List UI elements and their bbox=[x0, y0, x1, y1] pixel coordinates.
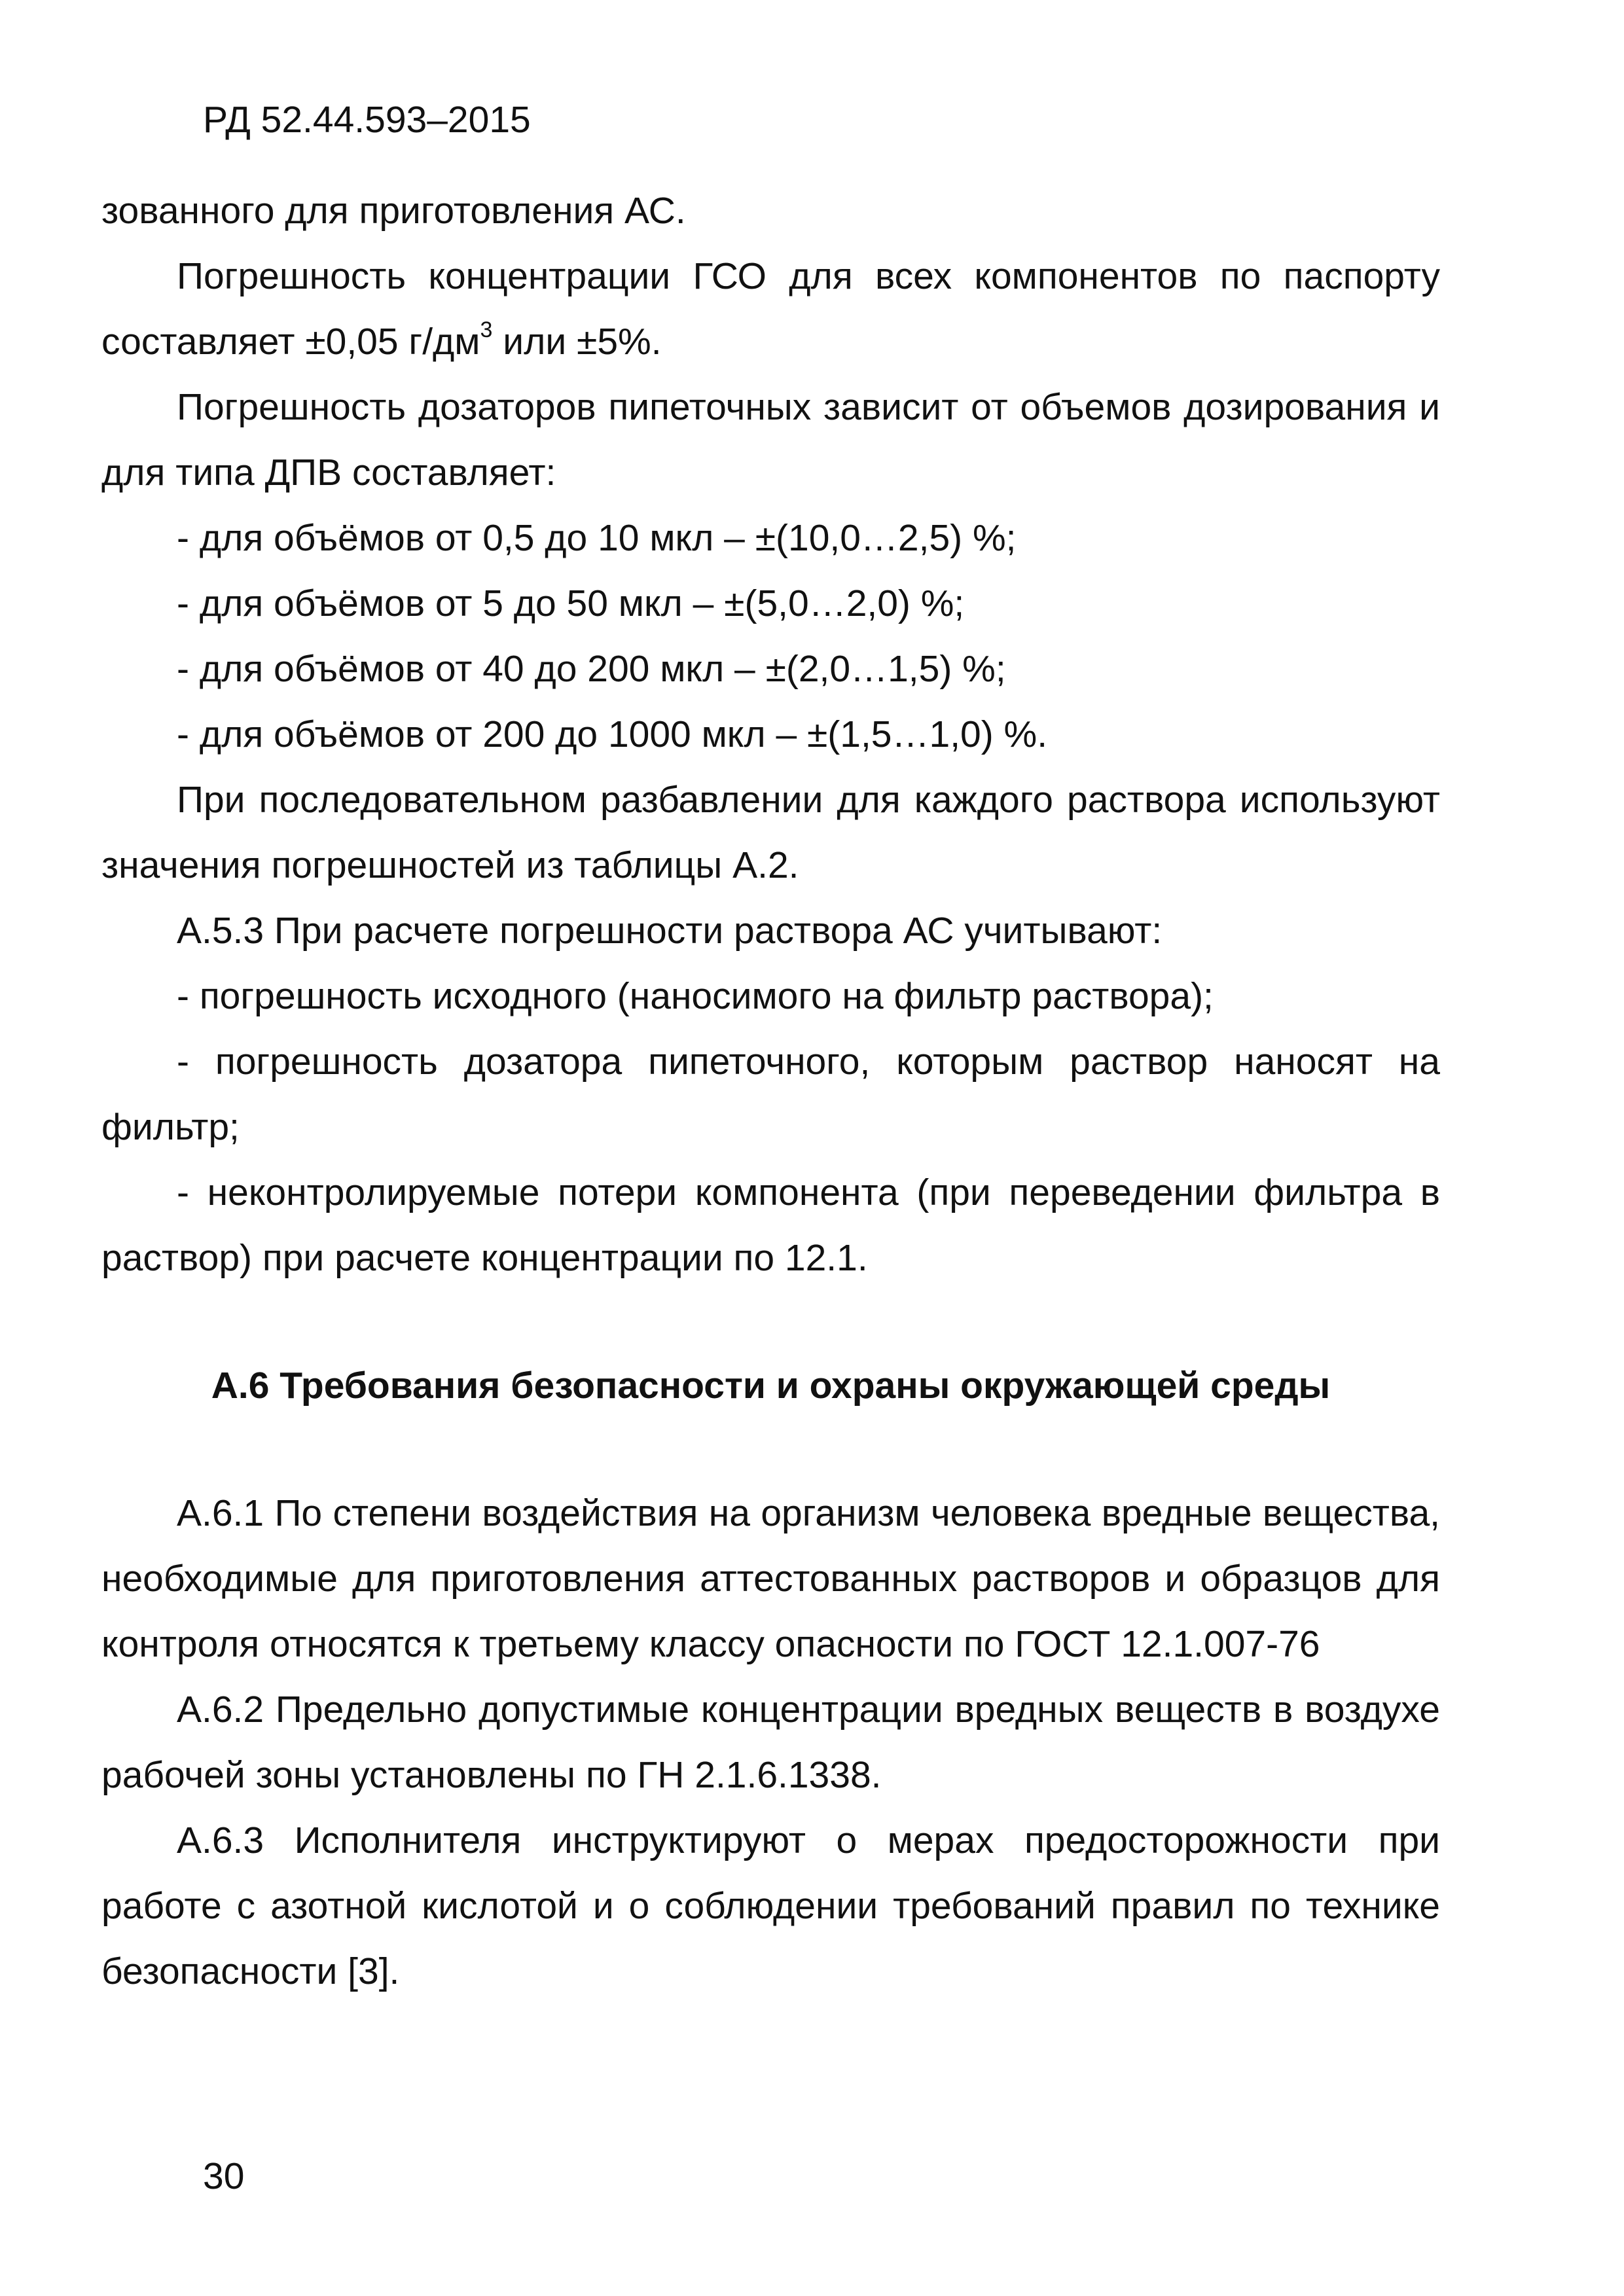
list-item-volume-4: - для объёмов от 200 до 1000 мкл – ±(1,5…1,0) %. bbox=[177, 713, 1048, 755]
list-item-error-1: - погрешность исходного (наносимого на фильтр раствора); bbox=[177, 975, 1214, 1017]
superscript-cubed: 3 bbox=[480, 317, 493, 342]
list-item-error-2: - погрешность дозатора пипеточного, которым раствор наносят на фильтр; bbox=[101, 1041, 1440, 1148]
document-code-header: РД 52.44.593–2015 bbox=[203, 99, 531, 141]
section-heading-a6: А.6 Требования безопасности и охраны окружающей среды bbox=[211, 1365, 1331, 1407]
paragraph-a62: А.6.2 Предельно допустимые концентрации вредных веществ в воздухе рабочей зоны установлены по ГН 2.1.6.1338. bbox=[101, 1689, 1440, 1796]
paragraph-gso-error-tail: или ±5%. bbox=[492, 321, 662, 363]
paragraph-continuation: зованного для приготовления АС. bbox=[101, 190, 686, 232]
page-number: 30 bbox=[203, 2155, 245, 2197]
paragraph-a61: А.6.1 По степени воздействия на организм человека вредные вещества, необходимые для приготовления аттестованных растворов и образцов для контроля относятся к третьему классу опасности по ГОСТ 12.1.007-76 bbox=[101, 1492, 1440, 1665]
paragraph-a63: А.6.3 Исполнителя инструктируют о мерах предосторожности при работе с азотной кислотой и о соблюдении требований правил по технике безопасности [3]. bbox=[101, 1820, 1440, 1992]
list-item-volume-3: - для объёмов от 40 до 200 мкл – ±(2,0…1,5) %; bbox=[177, 648, 1006, 690]
list-item-error-3: - неконтролируемые потери компонента (при переведении фильтра в раствор) при расчете концентрации по 12.1. bbox=[101, 1172, 1440, 1279]
paragraph-gso-error bbox=[101, 243, 1440, 374]
page-body bbox=[101, 178, 1440, 2004]
paragraph-sequential-dilution: При последовательном разбавлении для каждого раствора используют значения погрешностей из таблицы А.2. bbox=[101, 779, 1440, 886]
list-item-volume-1: - для объёмов от 0,5 до 10 мкл – ±(10,0…2,5) %; bbox=[177, 517, 1017, 559]
paragraph-gso-error-text: Погрешность концентрации ГСО для всех компонентов по паспорту составляет ±0,05 г/дм bbox=[101, 255, 1440, 363]
paragraph-dispenser-error: Погрешность дозаторов пипеточных зависит от объемов дозирования и для типа ДПВ составляет: bbox=[101, 386, 1440, 493]
list-item-volume-2: - для объёмов от 5 до 50 мкл – ±(5,0…2,0) %; bbox=[177, 583, 965, 624]
paragraph-a53: А.5.3 При расчете погрешности раствора АС учитывают: bbox=[177, 910, 1163, 952]
